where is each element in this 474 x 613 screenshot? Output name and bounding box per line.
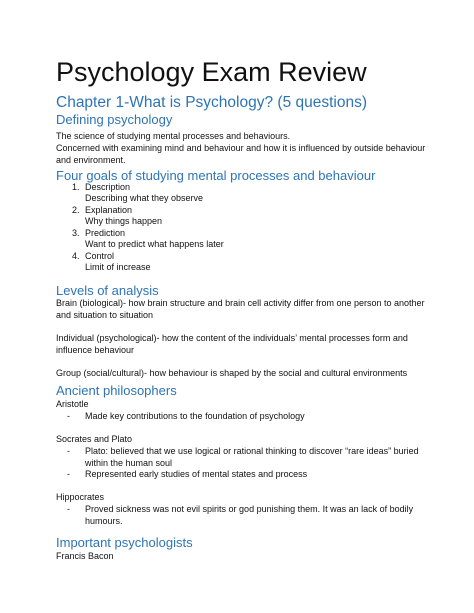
defining-heading: Defining psychology [56,112,173,127]
psychologist-name: Francis Bacon [56,551,114,561]
goal-number: 3. [72,228,80,238]
goal-number: 2. [72,205,80,215]
goal-number: 1. [72,182,80,192]
goal-detail: Describing what they observe [85,193,204,203]
goal-label: Control [85,251,115,261]
goal-number: 4. [72,251,80,261]
goal-detail: Limit of increase [85,262,151,272]
goal-label: Explanation [85,205,133,215]
philosopher-point: Plato: believed that we use logical or rational thinking to discover “rare ideas” buried within the human soul [85,446,419,468]
philosopher-point: Represented early studies of mental states and process [85,469,308,479]
levels-brain: Brain (biological)- how brain structure and brain cell activity differ from one person to another and situation to situation [56,298,425,320]
goals-heading: Four goals of studying mental processes and behaviour [56,168,376,183]
philosophers-heading: Ancient philosophers [56,383,177,398]
bullet-dash: - [67,446,70,456]
goal-detail: Why things happen [85,216,163,226]
page-title: Psychology Exam Review [56,57,367,87]
bullet-dash: - [67,469,70,479]
philosopher-name-hippocrates: Hippocrates [56,492,105,502]
goal-detail: Want to predict what happens later [85,239,224,249]
philosopher-name-socrates: Socrates and Plato [56,434,133,444]
defining-text-2: Concerned with examining mind and behaviour and how it is influenced by outside behaviour and environment. [56,143,426,165]
defining-text-1: The science of studying mental processes and behaviours. [56,131,291,141]
levels-group: Group (social/cultural)- how behaviour is shaped by the social and cultural environments [56,368,408,378]
philosopher-name-aristotle: Aristotle [56,399,89,409]
bullet-dash: - [67,411,70,421]
philosopher-point: Proved sickness was not evil spirits or god punishing them. It was an lack of bodily humours. [85,504,414,526]
chapter-heading: Chapter 1-What is Psychology? (5 questions) [56,94,368,111]
levels-heading: Levels of analysis [56,283,159,298]
levels-individual: Individual (psychological)- how the content of the individuals’ mental processes form and influence behaviour [56,333,408,355]
psychologists-heading: Important psychologists [56,535,193,550]
bullet-dash: - [67,504,70,514]
goal-label: Description [85,182,131,192]
goal-label: Prediction [85,228,126,238]
philosopher-point: Made key contributions to the foundation of psychology [85,411,305,421]
